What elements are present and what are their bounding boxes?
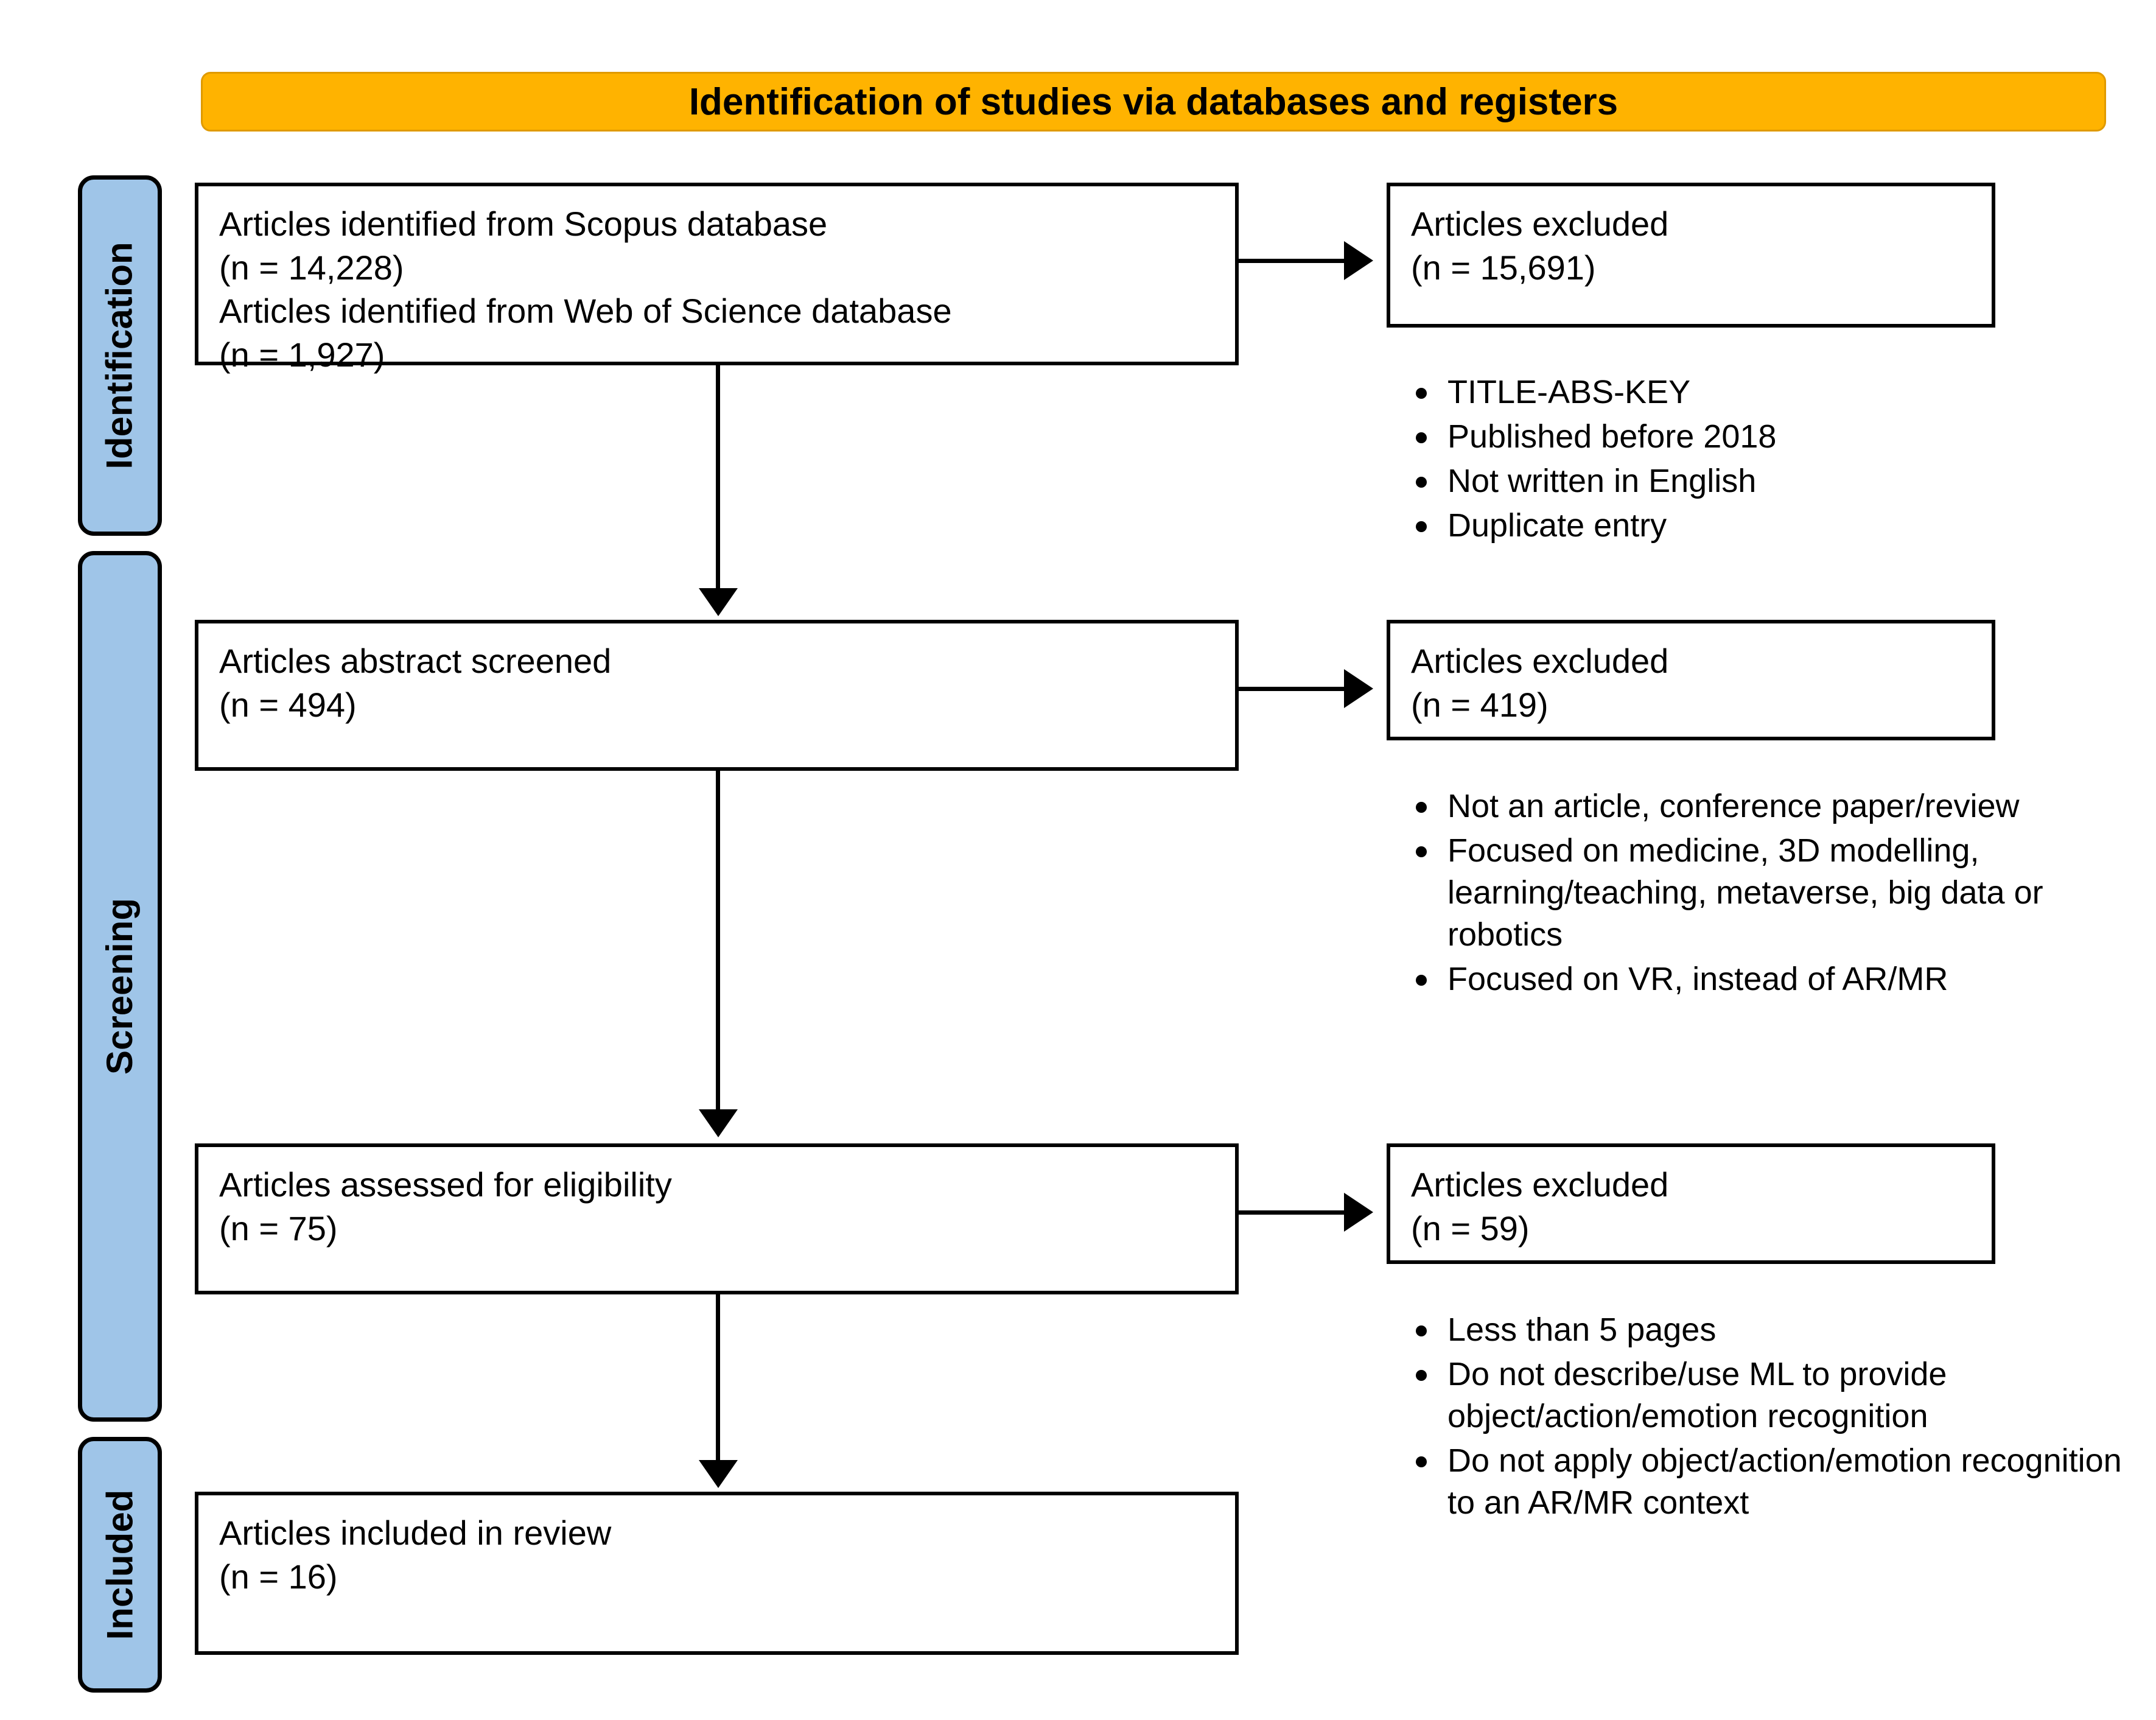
banner-title: Identification of studies via databases and registers	[688, 80, 1619, 123]
list-item: Not an article, conference paper/review	[1400, 785, 2149, 827]
identified-source-wos: Articles identified from Web of Science database	[219, 292, 952, 331]
connector-identified-to-screened	[716, 365, 720, 591]
list-item: TITLE-ABS-KEY	[1400, 371, 2149, 413]
excluded2-count: (n = 419)	[1411, 685, 1549, 724]
stage-label-identification	[78, 175, 162, 536]
arrow-down-icon	[699, 1460, 738, 1488]
exclusion-reasons-eligibility	[1400, 1309, 2149, 1527]
connector-eligibility-to-included	[716, 1294, 720, 1462]
excluded3-count: (n = 59)	[1411, 1209, 1530, 1248]
list-item: Do not describe/use ML to provide object/action/emotion recognition	[1400, 1353, 2149, 1437]
list-item: Focused on VR, instead of AR/MR	[1400, 958, 2149, 1000]
arrow-right-icon	[1344, 669, 1373, 708]
box-articles-included-review	[195, 1492, 1239, 1655]
identified-count-scopus: (n = 14,228)	[219, 248, 404, 287]
list-item: Published before 2018	[1400, 416, 2149, 458]
box-articles-assessed-eligibility	[195, 1143, 1239, 1294]
identified-source-scopus: Articles identified from Scopus database	[219, 205, 828, 243]
stage-label-identification-text: Identification	[99, 242, 140, 469]
exclusion-reasons-screening	[1400, 785, 2149, 1003]
stage-label-screening	[78, 551, 162, 1422]
box-articles-excluded-identification	[1387, 183, 1995, 328]
connector-screened-to-eligibility	[716, 771, 720, 1112]
list-item: Do not apply object/action/emotion recognition to an AR/MR context	[1400, 1440, 2149, 1524]
excluded1-label: Articles excluded	[1411, 205, 1669, 243]
box-articles-identified	[195, 183, 1239, 374]
included-count: (n = 16)	[219, 1557, 338, 1596]
stage-label-included	[78, 1437, 162, 1693]
connector-eligibility-to-excluded3	[1237, 1210, 1353, 1215]
connector-screened-to-excluded2	[1237, 687, 1353, 691]
screened-label: Articles abstract screened	[219, 642, 612, 680]
box-articles-excluded-eligibility	[1387, 1143, 1995, 1264]
arrow-down-icon	[699, 1109, 738, 1137]
box-articles-excluded-screening	[1387, 620, 1995, 740]
box-articles-abstract-screened	[195, 620, 1239, 771]
identified-count-wos: (n = 1,927)	[219, 335, 385, 374]
stage-label-screening-text: Screening	[99, 897, 141, 1075]
eligibility-label: Articles assessed for eligibility	[219, 1165, 672, 1204]
stage-label-included-text: Included	[99, 1489, 140, 1640]
arrow-right-icon	[1344, 241, 1373, 280]
screened-count: (n = 494)	[219, 685, 357, 724]
list-item: Not written in English	[1400, 460, 2149, 502]
eligibility-count: (n = 75)	[219, 1209, 338, 1248]
list-item: Less than 5 pages	[1400, 1309, 2149, 1351]
connector-identified-to-excluded1	[1237, 259, 1353, 263]
list-item: Duplicate entry	[1400, 505, 2149, 547]
arrow-right-icon	[1344, 1193, 1373, 1232]
excluded3-label: Articles excluded	[1411, 1165, 1669, 1204]
excluded1-count: (n = 15,691)	[1411, 248, 1596, 287]
arrow-down-icon	[699, 588, 738, 616]
exclusion-reasons-identification	[1400, 371, 2149, 549]
included-label: Articles included in review	[219, 1514, 612, 1552]
list-item: Focused on medicine, 3D modelling, learning/teaching, metaverse, big data or robotics	[1400, 830, 2149, 956]
identification-banner	[201, 72, 2106, 132]
excluded2-label: Articles excluded	[1411, 642, 1669, 680]
